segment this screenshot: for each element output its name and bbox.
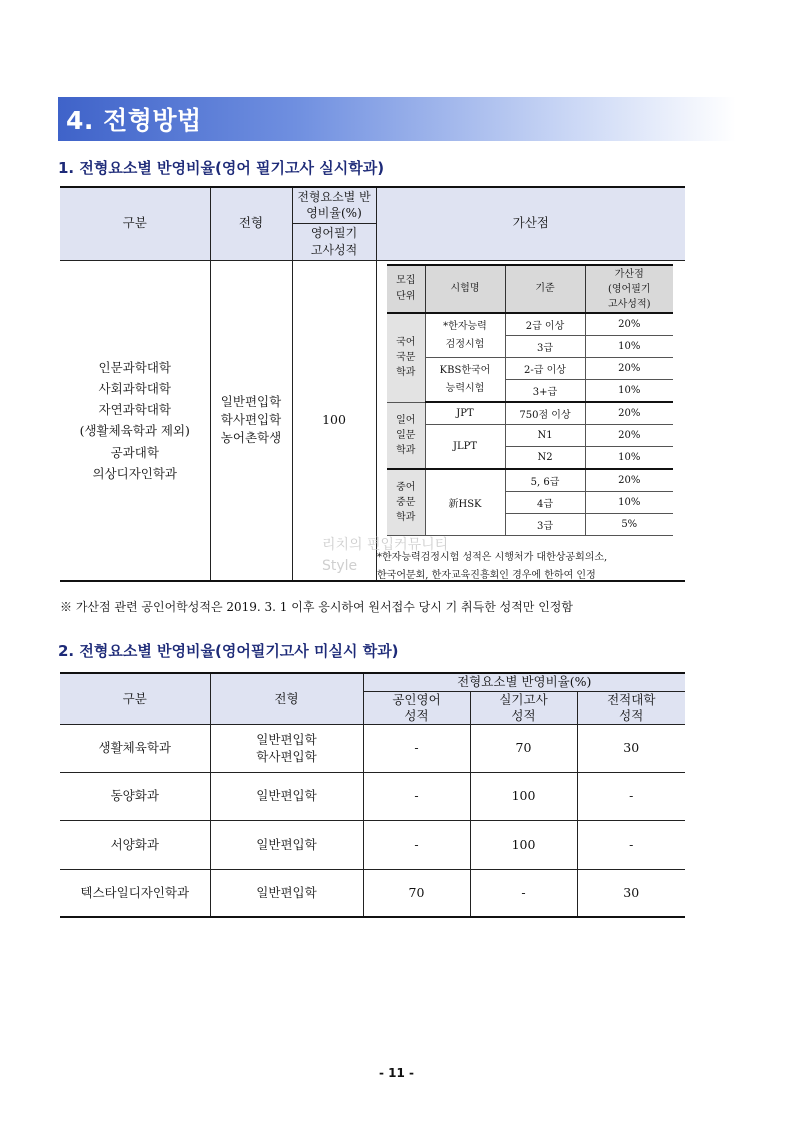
points-cell: 20% xyxy=(585,313,673,336)
dept-name: 생활체육학과 xyxy=(60,724,210,772)
header-ratio-label: 전형요소별 반영비율(%) xyxy=(297,190,371,221)
practical-score: 70 xyxy=(470,724,577,772)
table-row xyxy=(60,772,685,820)
header-admission-type: 전형 xyxy=(210,187,292,260)
watermark: 리치의 편입커뮤니티 Style xyxy=(322,537,449,574)
college-list: 인문과학대학 사회과학대학 자연과학대학 (생활체육학과 제외) 공과대학 의상디자인학과 xyxy=(60,260,210,581)
points-cell: 20% xyxy=(585,425,673,447)
english-score: - xyxy=(363,724,470,772)
table-row xyxy=(60,820,685,869)
practical-score: 100 xyxy=(470,820,577,869)
previous-school-score: 30 xyxy=(577,869,685,917)
bonus-table xyxy=(387,264,673,536)
header-bonus: 가산점 xyxy=(376,187,685,260)
bonus-header-points: 가산점 (영어필기 고사성적) xyxy=(585,265,673,313)
exam-kbs: KBS한국어 능력시험 xyxy=(425,358,505,403)
english-score: - xyxy=(363,772,470,820)
header-ratio-group: 전형요소별 반영비율(%) xyxy=(363,673,685,691)
group-korean: 국어 국문 학과 xyxy=(387,313,425,402)
header-english-exam-label: 영어필기 고사성적 xyxy=(310,226,358,257)
section-title: 4. 전형방법 xyxy=(66,106,202,135)
criteria-cell: N1 xyxy=(505,425,585,447)
subsection-title-1: 1. 전형요소별 반영비율(영어 필기고사 실시학과) xyxy=(58,159,385,177)
header-english-score: 공인영어 성적 xyxy=(363,691,470,724)
criteria-cell: 3급 xyxy=(505,514,585,536)
header-category: 구분 xyxy=(60,673,210,724)
dept-name: 텍스타일디자인학과 xyxy=(60,869,210,917)
previous-school-score: - xyxy=(577,820,685,869)
bonus-note: ※ 가산점 관련 공인어학성적은 2019. 3. 1 이후 응시하여 원서접수 당시 기 취득한 성적만 인정함 xyxy=(60,600,573,614)
criteria-cell: 750점 이상 xyxy=(505,402,585,425)
admission-type: 일반편입학 xyxy=(210,869,363,917)
ratio-table-2 xyxy=(60,672,685,918)
admission-type: 일반편입학 학사편입학 xyxy=(210,724,363,772)
exam-hsk: 新HSK xyxy=(425,469,505,536)
bonus-header-exam: 시험명 xyxy=(425,265,505,313)
practical-score: - xyxy=(470,869,577,917)
points-cell: 20% xyxy=(585,402,673,425)
bonus-header-unit: 모집 단위 xyxy=(387,265,425,313)
previous-school-score: - xyxy=(577,772,685,820)
exam-jpt: JPT xyxy=(425,402,505,425)
subsection-title-2: 2. 전형요소별 반영비율(영어필기고사 미실시 학과) xyxy=(58,642,399,660)
header-ratio xyxy=(292,187,376,223)
bonus-header-criteria: 기준 xyxy=(505,265,585,313)
points-cell: 10% xyxy=(585,492,673,514)
exam-jlpt: JLPT xyxy=(425,425,505,470)
previous-school-score: 30 xyxy=(577,724,685,772)
header-english-exam xyxy=(292,223,376,260)
exam-hanja: *한자능력 검정시험 xyxy=(425,313,505,358)
criteria-cell: N2 xyxy=(505,447,585,470)
english-score: 70 xyxy=(363,869,470,917)
points-cell: 10% xyxy=(585,447,673,470)
table-row xyxy=(60,724,685,772)
admission-type: 일반편입학 xyxy=(210,772,363,820)
points-cell: 5% xyxy=(585,514,673,536)
ratio-value: 100 xyxy=(292,260,376,581)
points-cell: 10% xyxy=(585,336,673,358)
header-previous-school-score: 전적대학 성적 xyxy=(577,691,685,724)
criteria-cell: 3+급 xyxy=(505,380,585,403)
header-category: 구분 xyxy=(60,187,210,260)
header-practical-score: 실기고사 성적 xyxy=(470,691,577,724)
dept-name: 동양화과 xyxy=(60,772,210,820)
criteria-cell: 5, 6급 xyxy=(505,469,585,492)
hanja-footnote: *한자능력검정시험 성적은 시행처가 대한상공회의소, 한국어문회, 한자교육진흥회인 경우에 한하여 인정 xyxy=(377,552,608,581)
points-cell: 20% xyxy=(585,469,673,492)
practical-score: 100 xyxy=(470,772,577,820)
page-number: - 11 - xyxy=(378,1066,414,1080)
section-header xyxy=(58,97,736,141)
admission-types: 일반편입학 학사편입학 농어촌학생 xyxy=(210,260,292,581)
points-cell: 20% xyxy=(585,358,673,380)
table-row xyxy=(60,869,685,917)
points-cell: 10% xyxy=(585,380,673,403)
dept-name: 서양화과 xyxy=(60,820,210,869)
english-score: - xyxy=(363,820,470,869)
admission-type: 일반편입학 xyxy=(210,820,363,869)
group-japanese: 일어 일문 학과 xyxy=(387,402,425,469)
header-admission-type: 전형 xyxy=(210,673,363,724)
criteria-cell: 3급 xyxy=(505,336,585,358)
criteria-cell: 2급 이상 xyxy=(505,313,585,336)
group-chinese: 중어 중문 학과 xyxy=(387,469,425,536)
criteria-cell: 2-급 이상 xyxy=(505,358,585,380)
criteria-cell: 4급 xyxy=(505,492,585,514)
